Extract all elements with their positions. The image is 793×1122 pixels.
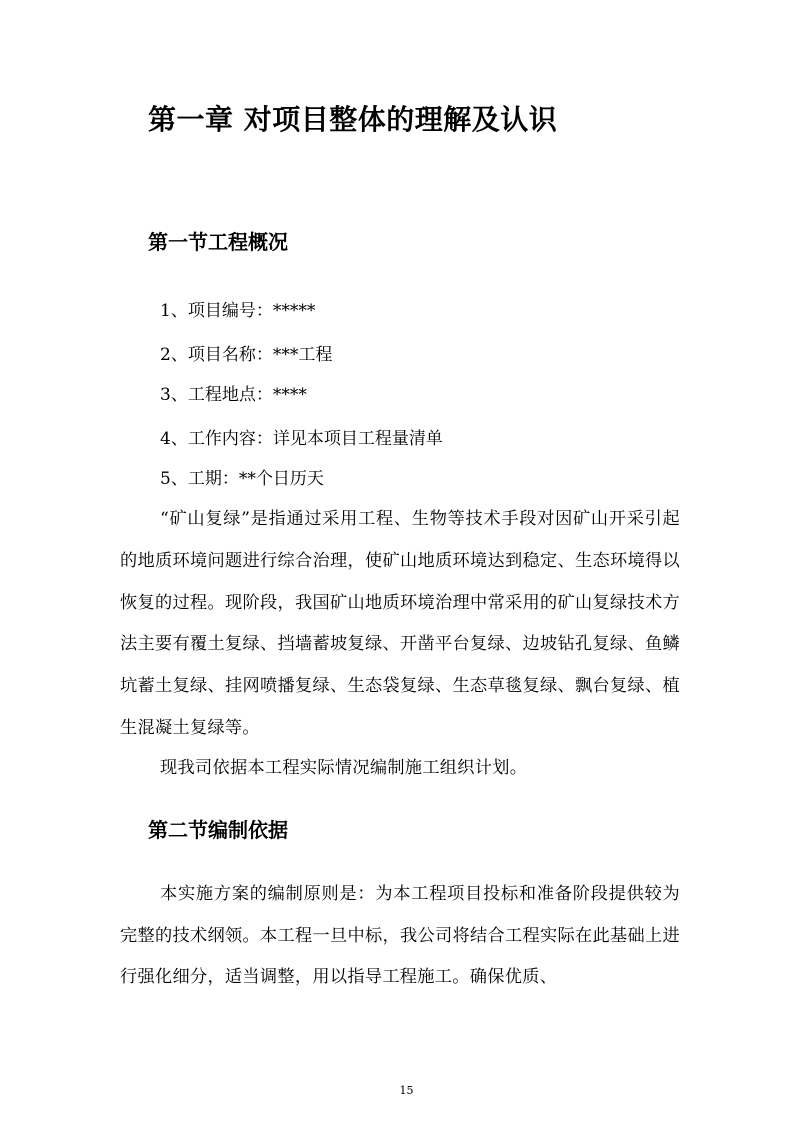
list-item-project-name: 2、项目名称：***工程 bbox=[160, 345, 333, 365]
chapter-title: 第一章 对项目整体的理解及认识 bbox=[148, 103, 558, 136]
list-item-project-location: 3、工程地点：**** bbox=[160, 385, 307, 405]
list-item-duration: 5、工期：**个日历天 bbox=[160, 469, 324, 489]
paragraph-compilation-principle: 本实施方案的编制原则是：为本工程项目投标和准备阶段提供较为完整的技术纲领。本工程一旦中标，我公司将结合工程实际在此基础上进行强化细分，适当调整，用以指导工程施工。确保优质、 bbox=[120, 884, 680, 987]
list-item-project-number: 1、项目编号：***** bbox=[160, 301, 316, 321]
list-item-work-content: 4、工作内容：详见本项目工程量清单 bbox=[160, 429, 443, 449]
section-title-basis: 第二节编制依据 bbox=[148, 818, 288, 842]
paragraph-plan-statement: 现我司依据本工程实际情况编制施工组织计划。 bbox=[160, 758, 528, 778]
paragraph-mine-reclamation: “矿山复绿”是指通过采用工程、生物等技术手段对因矿山开采引起的地质环境问题进行综合治理，使矿山地质环境达到稳定、生态环境得以恢复的过程。现阶段，我国矿山地质环境治理中常采用的矿山复绿技术方法主要有覆土复绿、挡墙蓄坡复绿、开凿平台复绿、边坡钻孔复绿、鱼鳞坑蓄土复绿、挂网喷播复绿、生态袋复绿、生态草毯复绿、飘台复绿、植生混凝土复绿等。 bbox=[120, 509, 680, 738]
section-title-overview: 第一节工程概况 bbox=[148, 230, 288, 254]
page-number: 15 bbox=[399, 1084, 414, 1097]
